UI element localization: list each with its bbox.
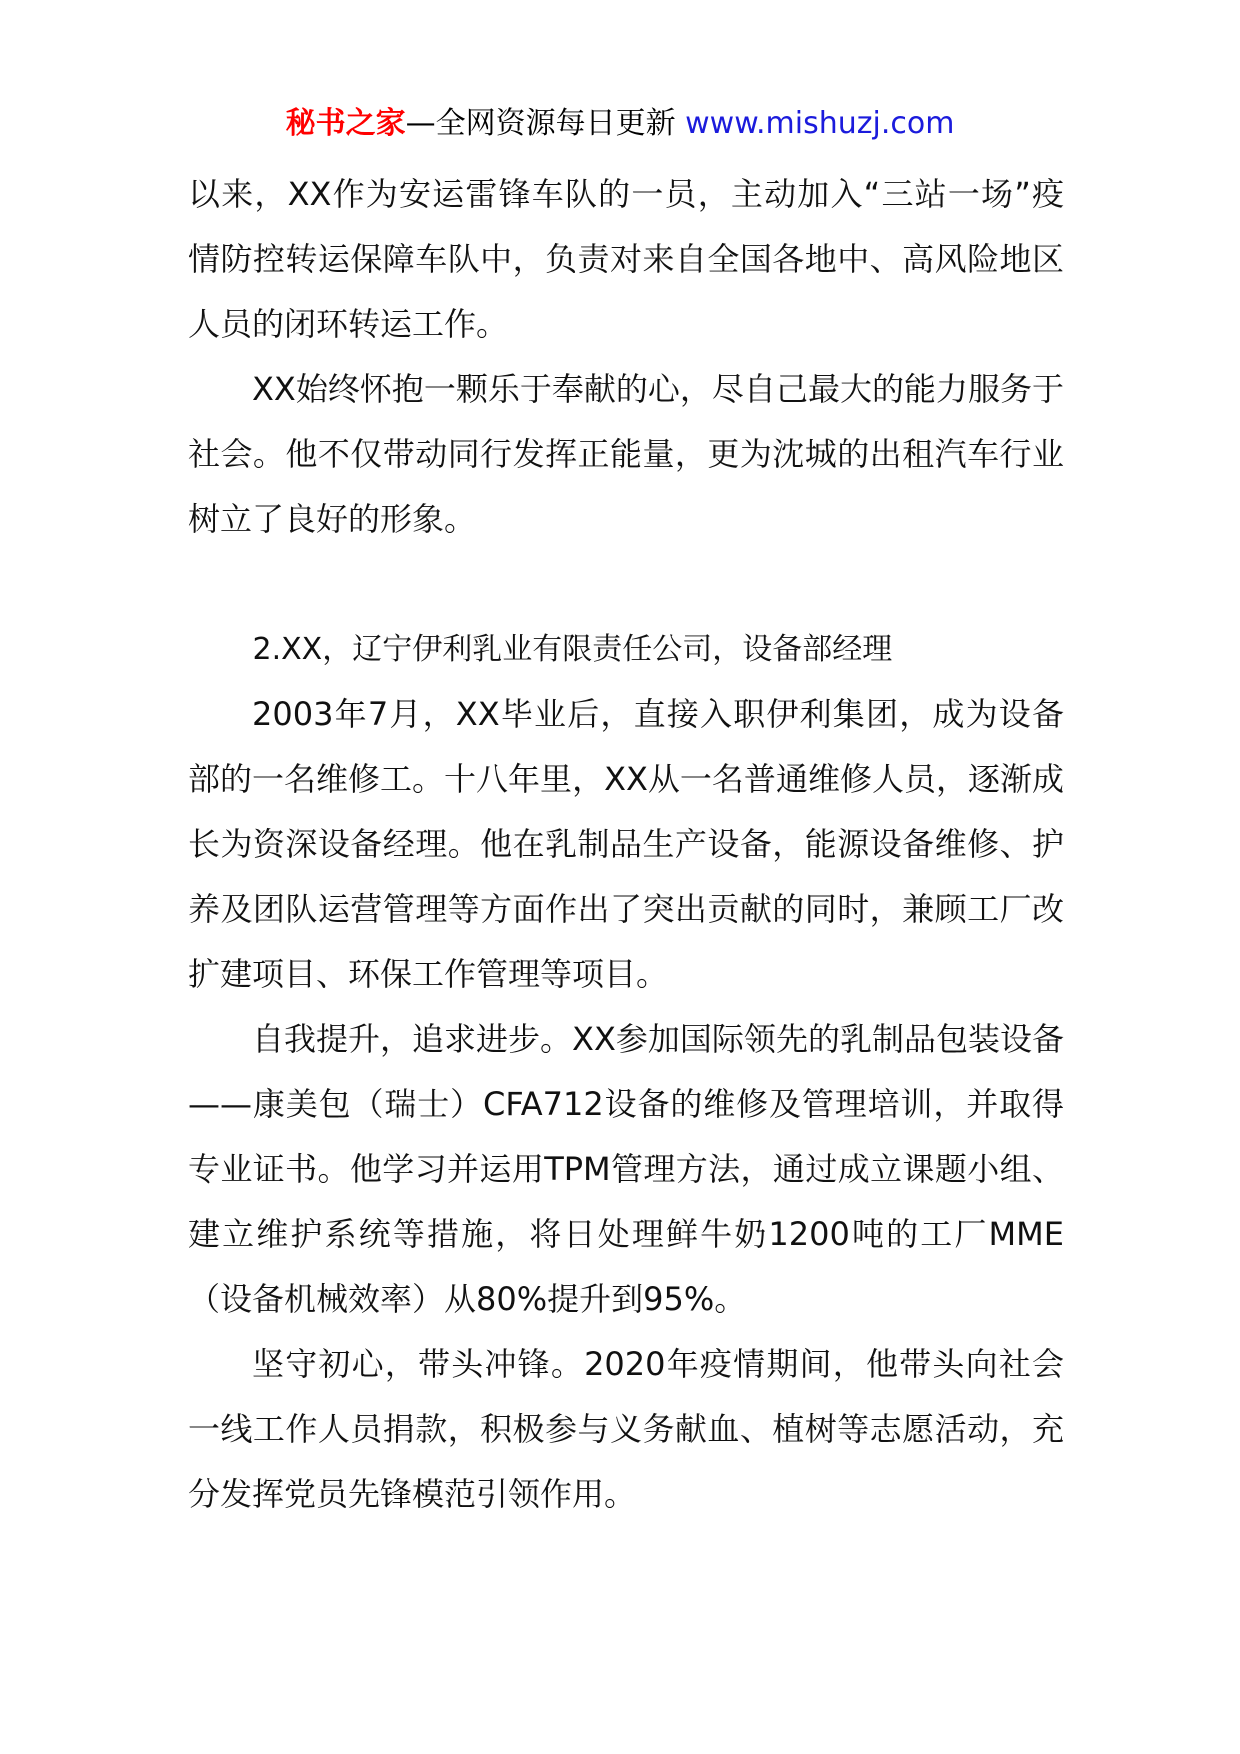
paragraph: 2003年7月，XX毕业后，直接入职伊利集团，成为设备部的一名维修工。十八年里，XX从一名普通维修人员，逐渐成长为资深设备经理。他在乳制品生产设备，能源设备维修、护养及团队运营管理等方面作出了突出贡献的同时，兼顾工厂改扩建项目、环保工作管理等项目。 (188, 695, 1064, 993)
paragraph-continued: 以来，XX作为安运雷锋车队的一员，主动加入“三站一场”疫情防控转运保障车队中，负责对来自全国各地中、高风险地区人员的闭环转运工作。 (188, 175, 1064, 343)
paragraph: 坚守初心，带头冲锋。2020年疫情期间，他带头向社会一线工作人员捐款，积极参与义务献血、植树等志愿活动，充分发挥党员先锋模范引领作用。 (188, 1345, 1064, 1513)
paragraph: 自我提升，追求进步。XX参加国际领先的乳制品包装设备——康美包（瑞士）CFA712设备的维修及管理培训，并取得专业证书。他学习并运用TPM管理方法，通过成立课题小组、建立维护系统等措施，将日处理鲜牛奶1200吨的工厂MME（设备机械效率）从80%提升到95%。 (188, 1020, 1064, 1318)
document-body (188, 162, 1064, 1527)
site-url-link[interactable]: www.mishuzj.com (685, 106, 955, 141)
site-banner (0, 101, 1240, 147)
paragraph: XX始终怀抱一颗乐于奉献的心，尽自己最大的能力服务于社会。他不仅带动同行发挥正能量，更为沈城的出租汽车行业树立了良好的形象。 (188, 370, 1064, 538)
blank-line (188, 552, 1064, 617)
section-heading: 2.XX，辽宁伊利乳业有限责任公司，设备部经理 (252, 632, 893, 667)
banner-slogan: —全网资源每日更新 (405, 106, 686, 141)
brand-name: 秘书之家 (285, 106, 406, 141)
